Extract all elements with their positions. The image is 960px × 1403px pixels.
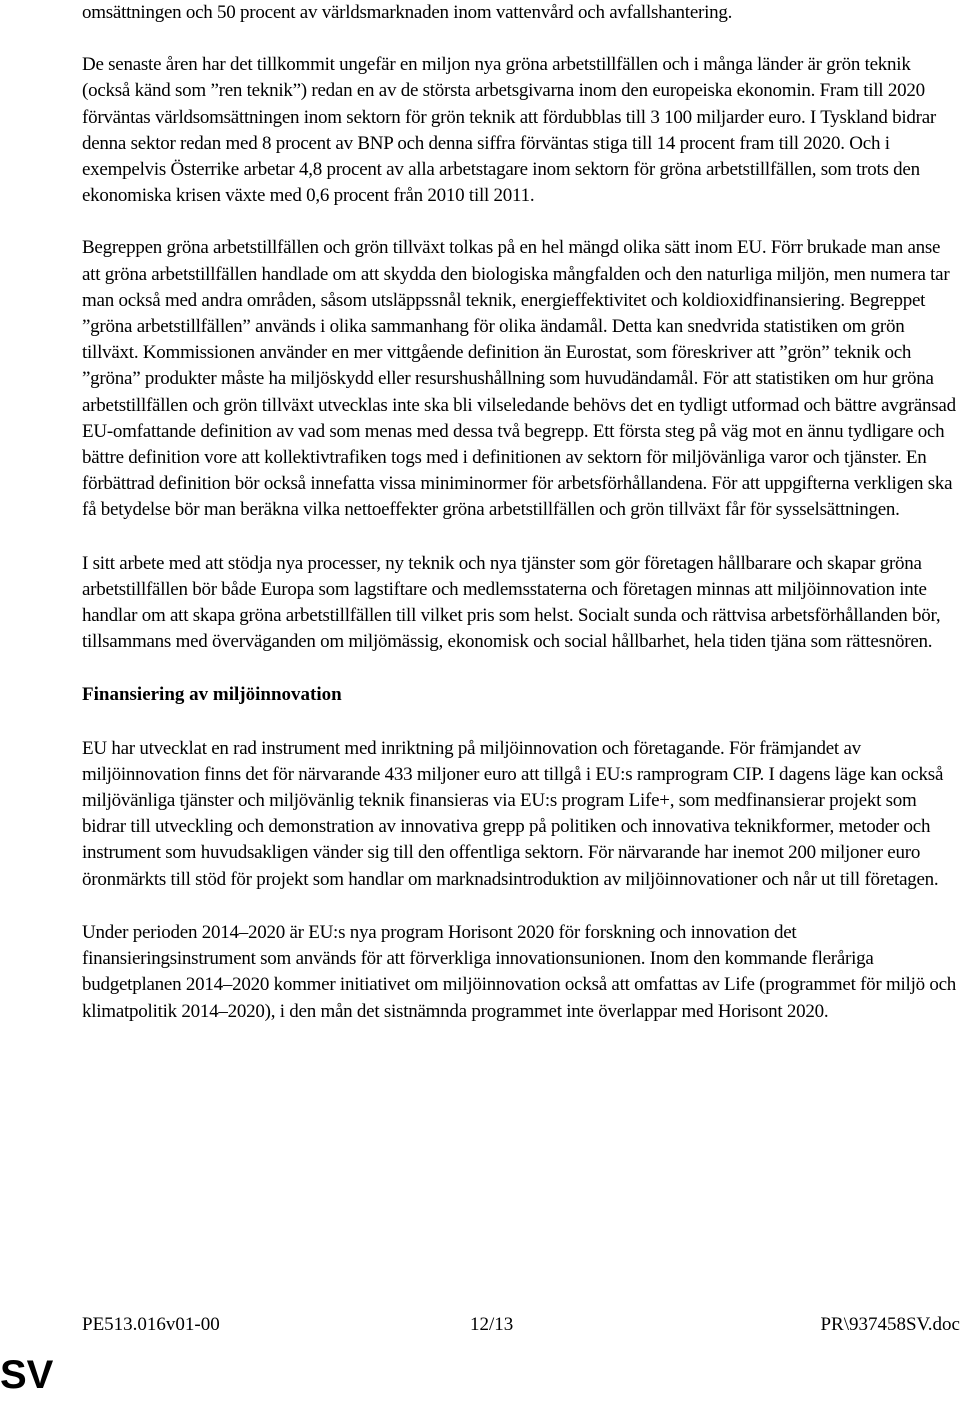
- page-footer: [82, 1312, 960, 1338]
- paragraph-gap: [82, 655, 960, 682]
- paragraph-continuation: omsättningen och 50 procent av världsmarknaden inom vattenvård och avfallshantering.: [82, 2, 733, 23]
- paragraph-gap: [82, 893, 960, 920]
- footer-document-reference: PE513.016v01-00: [82, 1314, 220, 1335]
- paragraph-eu-instruments: EU har utvecklat en rad instrument med inriktning på miljöinnovation och företagande. För främjandet av miljöinnovation finns det för närvarande 433 miljoner euro att tillgå i EU:s ramprogram CIP. I dagens läge kan också miljövänliga tjänster och miljövänlig teknik finansieras via EU:s program Life+, som medfinansierar projekt som bidrar till utveckling och demonstration av innovativa grepp på politiken och innovativa teknikformer, metoder och instrument som huvudsakligen vänder sig till den offentliga sektorn. För närvarande har inemot 200 miljoner euro öronmärkts till stöd för projekt som handlar om marknadsintroduktion av miljöinnovationer och når ut till företagen.: [82, 737, 944, 890]
- paragraph-gap: [82, 524, 960, 551]
- section-heading: Finansiering av miljöinnovation: [82, 684, 342, 706]
- footer-page-number: 12/13: [470, 1314, 514, 1335]
- paragraph-working-conditions: I sitt arbete med att stödja nya processer, ny teknik och nya tjänster som gör företagen hållbarare och skapar gröna arbetstillfällen bör både Europa som lagstiftare och medlemsstaterna och företagen minnas att miljöinnovation inte handlar om att skapa gröna arbetstillfällen till vilket pris som helst. Socialt sunda och rättvisa arbetsförhållanden bör, tillsammans med överväganden om miljömässig, ekonomisk och social hållbarhet, hela tiden tjäna som rättesnören.: [82, 552, 941, 653]
- paragraph-definitions: Begreppen gröna arbetstillfällen och grön tillväxt tolkas på en hel mängd olika sätt inom EU. Förr brukade man anse att gröna arbetstillfällen handlade om att skydda den biologiska mångfalden och den naturliga miljön, men numera tar man också med andra områden, såsom utsläppssnål teknik, energieffektivitet och koldioxidfinansiering. Begreppet ”gröna arbetstillfällen” används i olika sammanhang för olika ändamål. Detta kan snedvrida statistiken om grön tillväxt. Kommissionen använder en mer vittgående definition än Eurostat, som föreskriver att ”grön” teknik och ”gröna” produkter måste ha miljöskydd eller resurshushållning som huvudändamål. För att statistiken om hur gröna arbetstillfällen och grön tillväxt utvecklas inte ska bli vilseledande behövs det en tydligt utformad och bättre avgränsad EU-omfattande definition av vad som menas med dessa två begrepp. Ett första steg på väg mot en ännu tydligare och bättre definition vore att kollektivtrafiken togs med i definitionen av sektorn för miljövänliga varor och tjänster. En förbättrad definition bör också innefatta vissa miniminormer för arbetsförhållandena. För att uppgifterna verkligen ska få betydelse bör man beräkna vilka nettoeffekter gröna arbetstillfällen och grön tillväxt får för sysselsättningen.: [82, 237, 956, 521]
- paragraph-green-jobs-growth: De senaste åren har det tillkommit ungefär en miljon nya gröna arbetstillfällen och i många länder är grön teknik (också känd som ”ren teknik”) redan en av de största arbetsgivarna inom den europeiska ekonomin. Fram till 2020 förväntas världsomsättningen inom sektorn för grön teknik att fördubblas till 3 100 miljarder euro. I Tyskland bidrar denna sektor redan med 8 procent av BNP och denna siffra förväntas stiga till 14 procent fram till 2020. Och i exempelvis Österrike arbetar 4,8 procent av alla arbetstagare inom sektorn för gröna arbetstillfällen, som trots den ekonomiska krisen växte med 0,6 procent från 2010 till 2011.: [82, 54, 936, 207]
- document-body: [82, 0, 960, 1025]
- footer-file-reference: PR\937458SV.doc: [820, 1314, 960, 1335]
- paragraph-horizon-2020: Under perioden 2014–2020 är EU:s nya program Horisont 2020 för forskning och innovation det finansieringsinstrument som används för att förverkliga innovationsunionen. Inom den kommande fleråriga budgetplanen 2014–2020 kommer initiativet om miljöinnovation också att omfattas av Life (programmet för miljö och klimatpolitik 2014–2020), i den mån det sistnämnda programmet inte överlappar med Horisont 2020.: [82, 921, 957, 1022]
- language-code: SV: [0, 1353, 54, 1397]
- paragraph-gap: [82, 209, 960, 235]
- paragraph-gap: [82, 709, 960, 736]
- paragraph-gap: [82, 26, 960, 52]
